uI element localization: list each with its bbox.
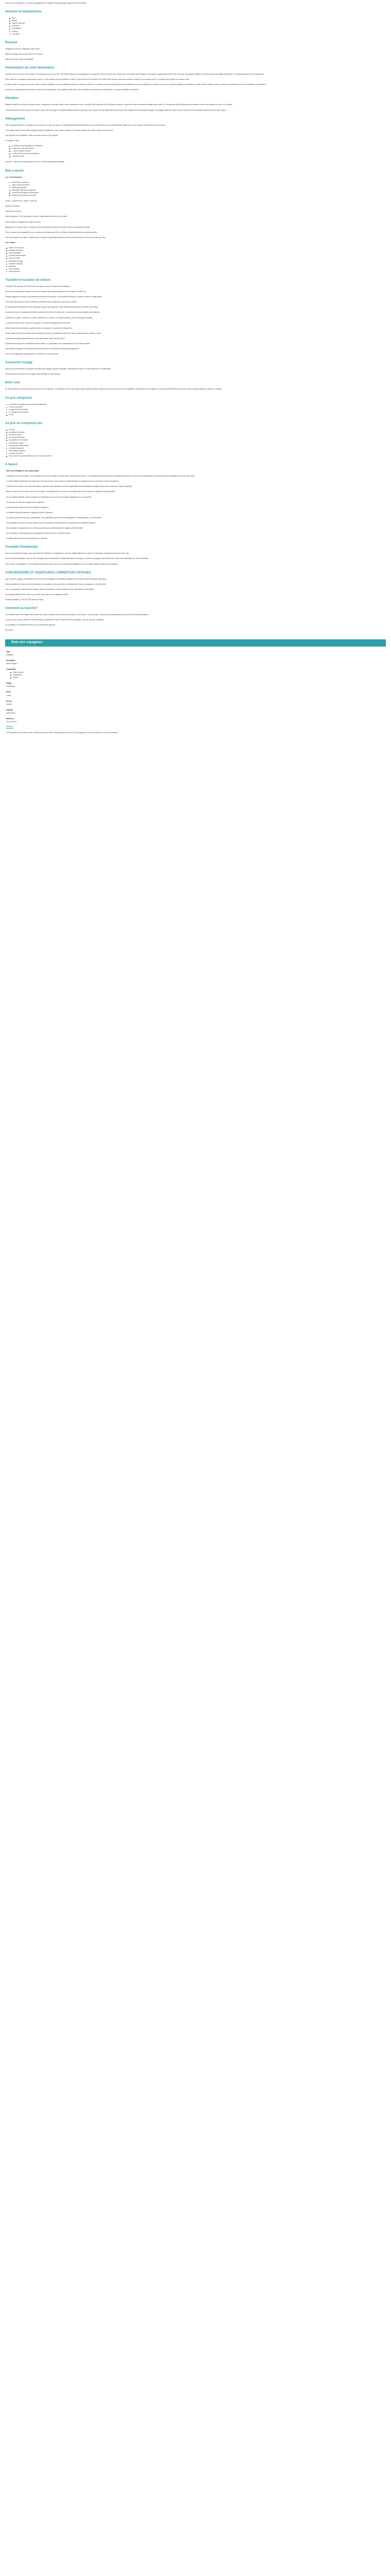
paragraph: - Il est strictement interdit de fumer à l'intérieur du logement.: [5, 506, 49, 509]
paragraph: L'aéroport Pôle Caraïbes de Pointe-à-Pitre est situé à environ 35 minutes de la résidence.: [5, 285, 71, 287]
list-item: Le wifi: [6, 414, 386, 416]
list-item: Guide touristique: [6, 252, 386, 255]
paragraph: Le jour de votre arrivée, présentez-vous directement au logement à l'heure convenue avec le propriétaire, muni de votre bon d'échange.: [5, 619, 104, 621]
paragraph: Les stations sont généralement fermées le dimanche après-midi et les jours fériés.: [5, 337, 66, 340]
list-item: Piscine extérieure: [9, 22, 386, 25]
services-list: [5, 17, 386, 36]
section-title-presentation: Présentation de votre destination: [5, 66, 55, 70]
list-item: Le linge de lit et de toilette: [6, 409, 386, 411]
paragraph: Service accessible 7j/7 de 9h à 20h (heure de Paris).: [5, 599, 44, 601]
list-item: La location du bungalow pour la durée sélectionnée: [6, 403, 386, 406]
paragraph: Attention aux routes secondaires, parfois étroites et sinueuses, en particulier en Basse-Terre.: [5, 327, 73, 329]
paragraph: - Conditions générales de vente disponibles sur demande.: [5, 537, 48, 540]
section-title-situation: Situation: [5, 97, 19, 100]
list-item: Le dépôt de garantie: [6, 447, 386, 450]
footnote: Les informations sont données à titre indicatif et peuvent évoluer. Tarifs exprimés en euros TTC par logement, hors taxe de séjour et hors frais de dossier.: [6, 732, 118, 734]
paragraph: Dépôt de garantie : 300 € demandé à l'arrivée, restitué après l'état des lieux de sortie.: [5, 215, 68, 218]
list-item: Panier de bienvenue: [6, 247, 386, 249]
paragraph: Le réseau de bus en Guadeloupe est limité, notamment en soirée et le dimanche. Le taxi reste une option possible mais coûteuse.: [5, 311, 100, 314]
list-item: Tout ce qui n'est pas mentionné dans « Ce prix comprend »: [6, 455, 386, 457]
paragraph: Notre cadre est un bungalow surplombant sa côte, ce n'est vraiment qu'à la Guadeloupe. Partez à la découverte de la Soufrière, de Pointe-à-Pitre avec les nombreux marchés du matin et de la musique zouk. Et n'oubliez pas de goûter à la cuisine créole.: [5, 78, 190, 81]
list-item: Piscine: [9, 20, 386, 22]
note-box-title: Note des voyageurs: [5, 639, 386, 647]
list-item: Fer à repasser: [6, 268, 386, 270]
paragraph: - La capacité d'accueil maximale du logement doit être respectée.: [5, 511, 53, 514]
paragraph: Animaux non admis.: [5, 205, 20, 208]
section-title-savoir: À Savoir: [5, 463, 18, 467]
list-item: L'assurance voyage: [6, 442, 386, 445]
paragraph: Dans un jardin verdoyant, ce bungalow en bois propose un séjour au calme. Un hébergement entièrement équipé pour 2 à 4 personnes avec une terrasse privée offrant une vue sur le jardin tropical et la piscine commune.: [5, 124, 166, 126]
reserve-link[interactable]: Réserver: [6, 725, 13, 728]
section-title-transfert: Transfert et location de voiture: [5, 278, 51, 282]
bon-savoir-list: [5, 181, 386, 197]
list-item: Les transferts aéroport: [6, 450, 386, 452]
paragraph: Bon séjour !: [5, 629, 14, 632]
list-item: Conseils personnalisés: [6, 255, 386, 257]
paragraph: - Le propriétaire se réserve le droit de refuser l'accès au logement à toute personne ne respectant pas le règlement intérieur.: [5, 522, 96, 524]
traveler-rating-box: [5, 639, 386, 748]
paragraph: Nous vous recommandons de souscrire une assurance voyage couvrant l'annulation, l'interruption de séjour, les frais médicaux et le rapatriement.: [5, 368, 111, 370]
paragraph: Jouxtant le bord de mer et des Caraïbes, la Guadeloupe se prend son rôle. Des Petites Antilles et en conséquence un archipel de 5 îles de Grande-Terre, Basse-Terre, les Saintes, Marie-Galante, la Désirade. La grande presqu'île de l'île a la forme d'un papillon, profitez d'un climat tropical, des plages de sable fin, de la nature préservée et des randonnées.: [5, 73, 264, 76]
list-item: 1 salle d'eau avec douche à l'italienne: [9, 152, 386, 155]
list-item: Barbecue: [6, 265, 386, 268]
section-title-hebergement: Hébergement: [5, 117, 25, 121]
paragraph: La conduite se fait à droite, comme en métropole. Les routes principales sont en bon état.: [5, 321, 71, 324]
paragraph: Pour bien préparer votre séjour, n'hésitez pas à contacter le propriétaire avant votre arrivée afin de convenir de l'heure de remise des clés.: [5, 236, 106, 239]
paragraph: Pour les ressortissants français, une carte nationale d'identité ou un passeport en cours de validité suffit pour se rendre en Guadeloupe, département français d'outre-mer.: [5, 552, 129, 555]
paragraph: Conditions de location : permis de conduire valide depuis au moins 1 an, carte bancaire au nom du conducteur principal.: [5, 316, 93, 319]
paragraph: Golf international de Saint-François à proximité, casino, club de plongée et activités nautiques (kitesurf, planche à voile, jet-ski). Point de départ idéal vers la Pointe des Châteaux et ses paysages sauvages. Les villages créoles de Sainte-Anne et du Moule sont accessibles rapidement par la route côtière.: [5, 109, 226, 111]
rooms-intro: Le cottage se situe :: [5, 139, 20, 142]
detail-label: Capacité: [6, 708, 13, 711]
paragraph: - Offre non modifiable et non remboursable: [5, 470, 39, 472]
paragraph: Pensez à faire le plein de carburant avant de partir en excursion, les stations-service sont moins nombreuses dans certaines zones.: [5, 332, 101, 334]
section-title-prix-ne-comprend: Ce prix ne comprend pas: [5, 422, 42, 426]
document: [0, 0, 391, 747]
list-item: Transats et parasol: [6, 263, 386, 265]
list-item: Antilles: [10, 676, 385, 679]
list-item: Sèche-cheveux: [6, 270, 386, 273]
list-item: Serviettes de plage: [6, 260, 386, 263]
location-list: [6, 671, 385, 679]
paragraph: - Les photos présentées sont non contractuelles. Des modifications peuvent avoir été apportées à l'aménagement ou à la décoration.: [5, 516, 102, 519]
paragraph: Pour les autres nationalités, merci de vous renseigner auprès des autorités compétentes avant votre départ. Les mineurs voyageant seuls doivent être munis d'une autorisation de sortie du territoire.: [5, 557, 149, 560]
paragraph: Ménage de fin de séjour inclus. Le linge de lit et les serviettes de toilette sont fournis. Prévoir vos serviettes de plage.: [5, 226, 91, 228]
section-title-services: Services et équipements: [5, 10, 42, 14]
paragraph: Le propriétaire vous remettra les clés et vous présentera le logement.: [5, 624, 56, 626]
paragraph: Idéal de sa plage de ses petits côtés de St-François.: [5, 53, 44, 55]
list-item: 1 terrasse privée: [9, 155, 386, 158]
detail-label: Type: [6, 650, 10, 653]
list-item: La location de voiture: [6, 431, 386, 434]
list-item: Jeux de société: [6, 257, 386, 260]
paragraph: - L'état des lieux d'entrée et de sortie est réalisé en présence du propriétaire ou de son représentant. Toute dégradation constatée pourra être retenue sur le dépôt de garantie.: [5, 485, 133, 488]
paragraph: Pour le respect de la tranquillité de tous, le calme est demandé après 22h. Les fêtes et rassemblements ne sont pas autorisés.: [5, 231, 97, 233]
list-item: Les frais de dossier: [6, 452, 386, 455]
section-title-notre-avis: Notre avis: [5, 381, 21, 385]
paragraph: Notre conseiller est à votre écoute pour répondre à vos questions, vous aider dans vos démarches et vous accompagner en cas d'imprévu.: [5, 583, 107, 585]
paragraph: Aucun vaccin n'est obligatoire. Il est toutefois recommandé d'être à jour de ses vaccinations habituelles et de se protéger contre les piqûres de moustiques.: [5, 563, 118, 565]
list-item: Parking: [9, 30, 386, 33]
list-item: Wifi gratuit dans tout le logement: [9, 189, 386, 192]
apply-box: [6, 725, 385, 728]
paragraph: Bungalow en bois d'un magnifique jardin créole.: [5, 47, 40, 50]
paragraph: Les chambres sont climatisées. Salle d'eau avec douche et WC séparés.: [5, 134, 58, 137]
detail-value: GUA-SF-0412: [6, 721, 17, 723]
detail-value: Bungalow: [6, 653, 13, 656]
section-title-prix-comprend: Ce prix comprend: [5, 396, 32, 400]
list-item: Wifi: [9, 17, 386, 20]
paragraph: Une semaine avant votre départ, vous recevrez par email l'ensemble des documents nécessaires à votre séjour : bon d'échange, coordonnées du propriétaire, plan d'accès et informations pratiques.: [5, 614, 149, 616]
prix-comprend-list: [5, 403, 386, 416]
extras-list: [5, 247, 386, 273]
paragraph: Plusieurs agences de location sont présentes directement à l'aéroport. Il est conseillé de réserver à l'avance, surtout en haute saison.: [5, 296, 103, 298]
section-title-formalite: Formalité Guadeloupe: [5, 546, 38, 549]
detail-value: Samedi: [6, 703, 12, 705]
subtitle: Les + offerts :: [5, 241, 16, 244]
list-item: 1 salon avec clic-clac 2 places: [9, 147, 386, 150]
detail-label: Référence: [6, 718, 14, 720]
detail-label: Région: [6, 682, 12, 685]
rooms-list: [5, 145, 386, 158]
paragraph: Pour les arrivées tardives, merci de prévenir le propriétaire afin d'organiser au mieux votre accueil.: [5, 301, 77, 303]
paragraph: Capacité : 4 personnes maximum (bébé inclus). Lit bébé disponible sur demande.: [5, 161, 65, 163]
list-item: La taxe de séjour: [6, 434, 386, 436]
paragraph: Cette assurance vous permet de voyager l'esprit tranquille en cas d'imprévu.: [5, 373, 61, 376]
paragraph: Idéal pour évasion calme et tranquillité.: [5, 58, 34, 60]
list-item: 1 cuisine équipée ouverte: [9, 150, 386, 152]
list-item: 1 chambre double climatisée (lit 160x200): [9, 145, 386, 147]
subtitle: Les + de la résidence :: [5, 176, 23, 178]
section-title-comment: Comment ça marche?: [5, 607, 38, 611]
paragraph: Un parking privé et gratuit est à votre disposition sur place pour stationner votre véhicule pendant toute la durée de votre séjour.: [5, 306, 99, 309]
list-item: Parking privé gratuit: [9, 187, 386, 189]
paragraph: Un cadre calme et reposant avec piscine, jardin tropical et bungalow. Vous êtes idéalement situé pour découvrir toute l'île. Les enfants seront enchantés des poissons multicolores lors des plongées avec masque et tuba dans les lagons protégés par la barrière de corail. Pour les adultes, toutes les saveurs et ambiances d'une île des Caraïbes vous attendent.: [5, 83, 266, 86]
list-item: Guadeloupe: [10, 674, 385, 676]
paragraph: - Les tarifs indiqués s'entendent par logement et non par personne. Toute personne supplémentaire non déclarée pourra se voir refuser l'accès au logement.: [5, 480, 119, 483]
paragraph: Arrivée : à partir de 15h / Départ : avant 11h: [5, 200, 37, 202]
paragraph: - Les informations communiquées sont susceptibles d'évoluer selon les conditions locales.: [5, 532, 71, 535]
list-item: Les repas et boissons: [6, 436, 386, 439]
detail-label: Localisation: [6, 668, 16, 670]
list-item: Accès libre à la piscine: [9, 181, 386, 184]
intro-line: Fort de votre compétence ? Et si elle se complétait par Formalité Conciergerie (aigu Imprimerie Web Corrosion).: [5, 2, 87, 4]
list-item: Lave-linge: [9, 33, 386, 36]
prix-ne-comprend-list: [5, 429, 386, 457]
section-title-assurance: Assurance voyage: [5, 361, 33, 365]
list-item: Télévision: [9, 25, 386, 27]
detail-label: Arrivée: [6, 700, 12, 702]
list-item: Le ménage de fin de séjour: [6, 411, 386, 414]
detail-value: Saint-François: [6, 662, 17, 665]
paragraph: - En cas d'arrivée retardée, merci de prévenir le propriétaire au plus tôt afin qu'il puisse s'organiser pour vous accueillir.: [5, 496, 92, 498]
paragraph: Nos équipes mettront tout en œuvre pour rendre votre séjour le plus agréable possible.: [5, 593, 69, 596]
paragraph: Au cœur d'un paradis tropical, découvrez le charme de la Guadeloupe, entre plages de sable blanc, eaux turquoise et randonnées en forêt tropicale. Un séjour inoubliable vous attend !: [5, 89, 139, 91]
list-item: Produits d'entretien: [6, 249, 386, 252]
paragraph: Avec Carrefour Voyages vous bénéficiez d'un service de conciergerie et d'assistance joignable à tout moment avant et pendant votre séjour.: [5, 578, 107, 580]
list-item: Saint-François: [10, 671, 385, 674]
paragraph: Plages de sable fin à moins de 5 minutes à pied. Commerces à proximité, marché local, restaurants et bars. L'aéroport Pôle Caraïbes est à 35 minutes en voiture. Location de véhicule fortement conseillée pour visiter l'île. La marina de Saint-François avec ses départs vers les îles voisines se trouve à 10 minutes.: [5, 104, 233, 106]
paragraph: Le bungalow dispose d'une cuisine équipée (plaques, réfrigérateur, micro-ondes, cafetière), d'un espace repas et d'un salon. Linge de maison fourni.: [5, 129, 113, 131]
paragraph: - Les animaux ne sont pas acceptés dans le logement.: [5, 501, 45, 503]
list-item: Les dépenses personnelles: [6, 445, 386, 447]
detail-label: Destination: [6, 659, 15, 662]
list-item: Jardin tropical entretenu: [9, 184, 386, 187]
list-item: Environnement calme et sécurisé: [9, 194, 386, 197]
paragraph: Un cadre idéal pour un séjour reposant au cœur de la Guadeloupe. Ce bungalow en bois, niché dans un jardin tropical luxuriant, séduira les amoureux de nature et de tranquillité. Sa proximité avec les plages et commerces de Saint-François en fait un point de départ parfait pour découvrir l'archipel.: [5, 388, 222, 391]
paragraph: Pour nous contacter, rendez-vous sur l'espace client ou composez le numéro indiqué sur votre confirmation de réservation.: [5, 588, 95, 590]
list-item: Climatisation: [9, 27, 386, 30]
section-title-bon-savoir: Bon à savoir: [5, 169, 24, 173]
section-title-resume: Résumé: [5, 41, 18, 44]
list-item: Les vols: [6, 429, 386, 431]
detail-value: Guadeloupe: [6, 685, 15, 688]
detail-label: Durée: [6, 691, 11, 693]
paragraph: Logement non-fumeur.: [5, 210, 22, 213]
paragraph: - Merci de respecter les horaires d'arrivée et de départ. Tout départ tardif non convenu au préalable pourra faire l'objet d'une facturation supplémentaire.: [5, 490, 116, 493]
list-item: L'accès à la piscine: [6, 406, 386, 409]
paragraph: Nous vous recommandons vivement de louer un véhicule pour profiter pleinement de votre séjour et visiter l'île.: [5, 291, 86, 293]
paragraph: Le trajet entre l'aéroport et la résidence est bien indiqué. Le propriétaire vous communiquera un plan d'accès détaillé.: [5, 343, 91, 345]
paragraph: - À réception de votre réservation, une confirmation vous sera envoyée par email dans un délai de 48h ouvrées. Les informations pratiques d'accès au logement ainsi que les coordonnées du propriétaire vous seront transmises quelques jours avant votre départ.: [5, 475, 196, 478]
paragraph: Taxe de séjour en supplément, à régler sur place.: [5, 221, 41, 223]
detail-value: 4 personnes: [6, 711, 15, 714]
paragraph: Il est possible d'organiser un transfert privé depuis l'aéroport, sur demande et moyennant supplément.: [5, 348, 79, 350]
paragraph: - Merci de laisser le logement dans un état de propreté correct. Vaisselle lavée et rangée, poubelles vidées.: [5, 527, 84, 530]
list-item: Les activités et excursions: [6, 439, 386, 442]
list-item: Proximité immédiate des commerces: [9, 192, 386, 194]
paragraph: Pour tout renseignement complémentaire, n'hésitez pas à nous contacter.: [5, 353, 59, 355]
section-title-conciergerie: CONCIERGERIE ET ASSISTANCE CARREFOUR VOYAGES: [5, 571, 91, 574]
detail-value: 7 nuits: [6, 694, 11, 697]
